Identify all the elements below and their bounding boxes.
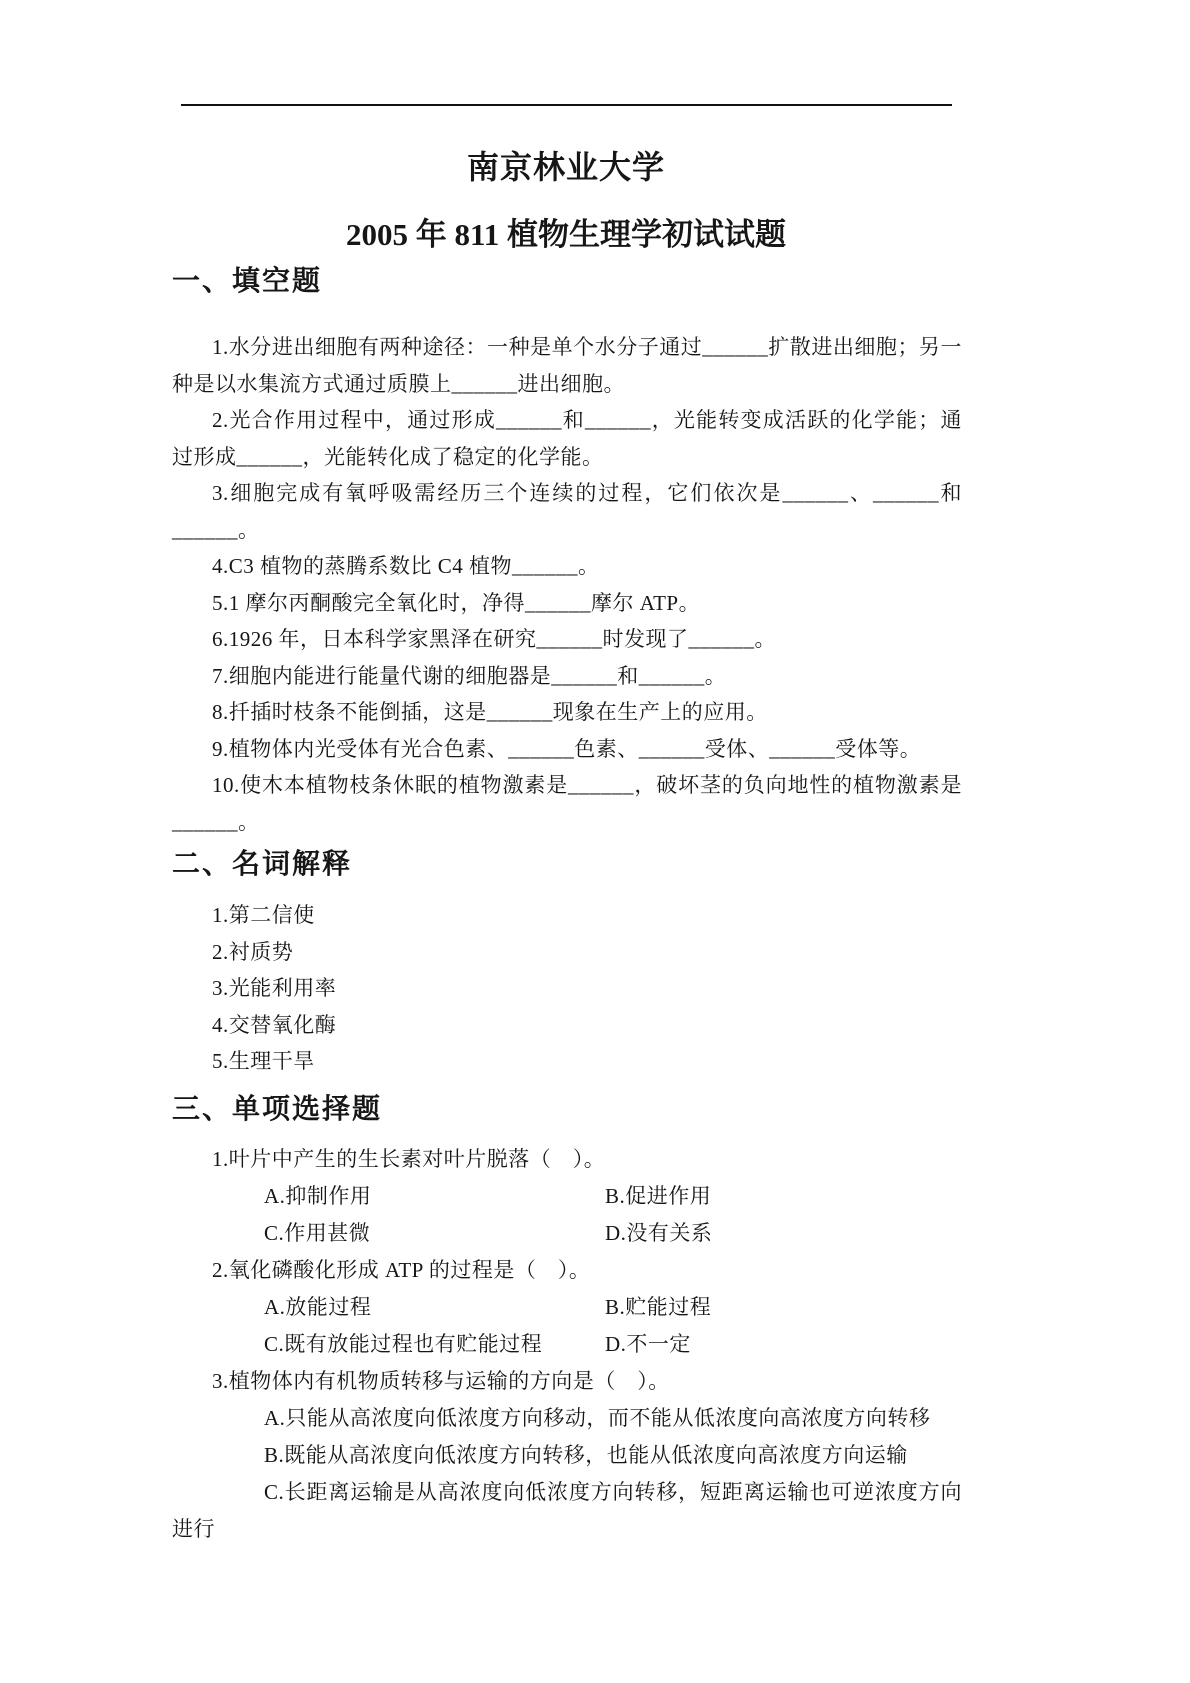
choice-stem-1: 1.叶片中产生的生长素对叶片脱落（ ）。: [212, 1147, 606, 1171]
fill-question-6: 6.1926 年，日本科学家黑泽在研究______时发现了______。: [212, 627, 776, 651]
term-item-1: 1.第二信使: [212, 903, 315, 927]
fill-question-3: 3.细胞完成有氧呼吸需经历三个连续的过程，它们依次是______、______和______。: [172, 481, 962, 542]
university-title: 南京林业大学: [466, 149, 665, 185]
fill-question-10: 10.使木本植物枝条休眠的植物激素是______，破坏茎的负向地性的植物激素是______。: [172, 773, 962, 834]
fill-question-4: 4.C3 植物的蒸腾系数比 C4 植物______。: [212, 554, 600, 578]
term-item-2: 2.衬质势: [212, 939, 294, 964]
choice-option-1b: B.促进作用: [605, 1184, 712, 1208]
fill-question-7: 7.细胞内能进行能量代谢的细胞器是______和______。: [212, 663, 727, 688]
choice-option-2a: A.放能过程: [264, 1295, 372, 1319]
fill-questions-block: [172, 329, 962, 840]
choice-option-row: [172, 1289, 962, 1326]
choice-option-1a: A.抑制作用: [264, 1184, 372, 1208]
choice-block: [172, 1141, 962, 1548]
term-item-5: 5.生理干旱: [212, 1049, 315, 1073]
choice-stem-3: 3.植物体内有机物质转移与运输的方向是（ ）。: [212, 1369, 670, 1393]
choice-option-2b: B.贮能过程: [605, 1295, 712, 1319]
term-item-3: 3.光能利用率: [212, 976, 337, 1000]
choice-option-row: [172, 1326, 962, 1363]
choice-option-1c: C.作用甚微: [264, 1221, 371, 1245]
choice-option-3b: B.既能从高浓度向低浓度方向转移，也能从低浓度向高浓度方向运输: [264, 1443, 908, 1467]
header-rule: [181, 104, 952, 106]
fill-question-1: 1.水分进出细胞有两种途径：一种是单个水分子通过______扩散进出细胞；另一种是以水集流方式通过质膜上______进出细胞。: [172, 335, 962, 396]
choice-option-row: [172, 1178, 962, 1215]
fill-question-9: 9.植物体内光受体有光合色素、______色素、______受体、______受体等。: [212, 736, 922, 761]
terms-block: [172, 897, 962, 1080]
fill-question-2: 2.光合作用过程中，通过形成______和______，光能转变成活跃的化学能；通过形成______，光能转化成了稳定的化学能。: [172, 408, 962, 469]
fill-question-5: 5.1 摩尔丙酮酸完全氧化时，净得______摩尔 ATP。: [212, 590, 701, 615]
choice-option-3c: C.长距离运输是从高浓度向低浓度方向转移，短距离运输也可逆浓度方向进行: [172, 1480, 962, 1541]
choice-option-2d: D.不一定: [605, 1332, 691, 1356]
section-heading-fill: 一、填空题: [172, 266, 323, 297]
choice-option-row: [172, 1215, 962, 1252]
choice-option-3a: A.只能从高浓度向低浓度方向移动，而不能从低浓度向高浓度方向转移: [264, 1406, 931, 1430]
exam-title: 2005 年 811 植物生理学初试试题: [345, 217, 787, 252]
section-heading-terms: 二、名词解释: [172, 849, 353, 880]
choice-option-1d: D.没有关系: [605, 1221, 713, 1245]
fill-question-8: 8.扦插时枝条不能倒插，这是______现象在生产上的应用。: [212, 700, 768, 724]
choice-stem-2: 2.氧化磷酸化形成 ATP 的过程是（ ）。: [212, 1258, 591, 1282]
term-item-4: 4.交替氧化酶: [212, 1012, 337, 1037]
choice-option-2c: C.既有放能过程也有贮能过程: [264, 1332, 543, 1356]
section-heading-choice: 三、单项选择题: [172, 1094, 383, 1125]
